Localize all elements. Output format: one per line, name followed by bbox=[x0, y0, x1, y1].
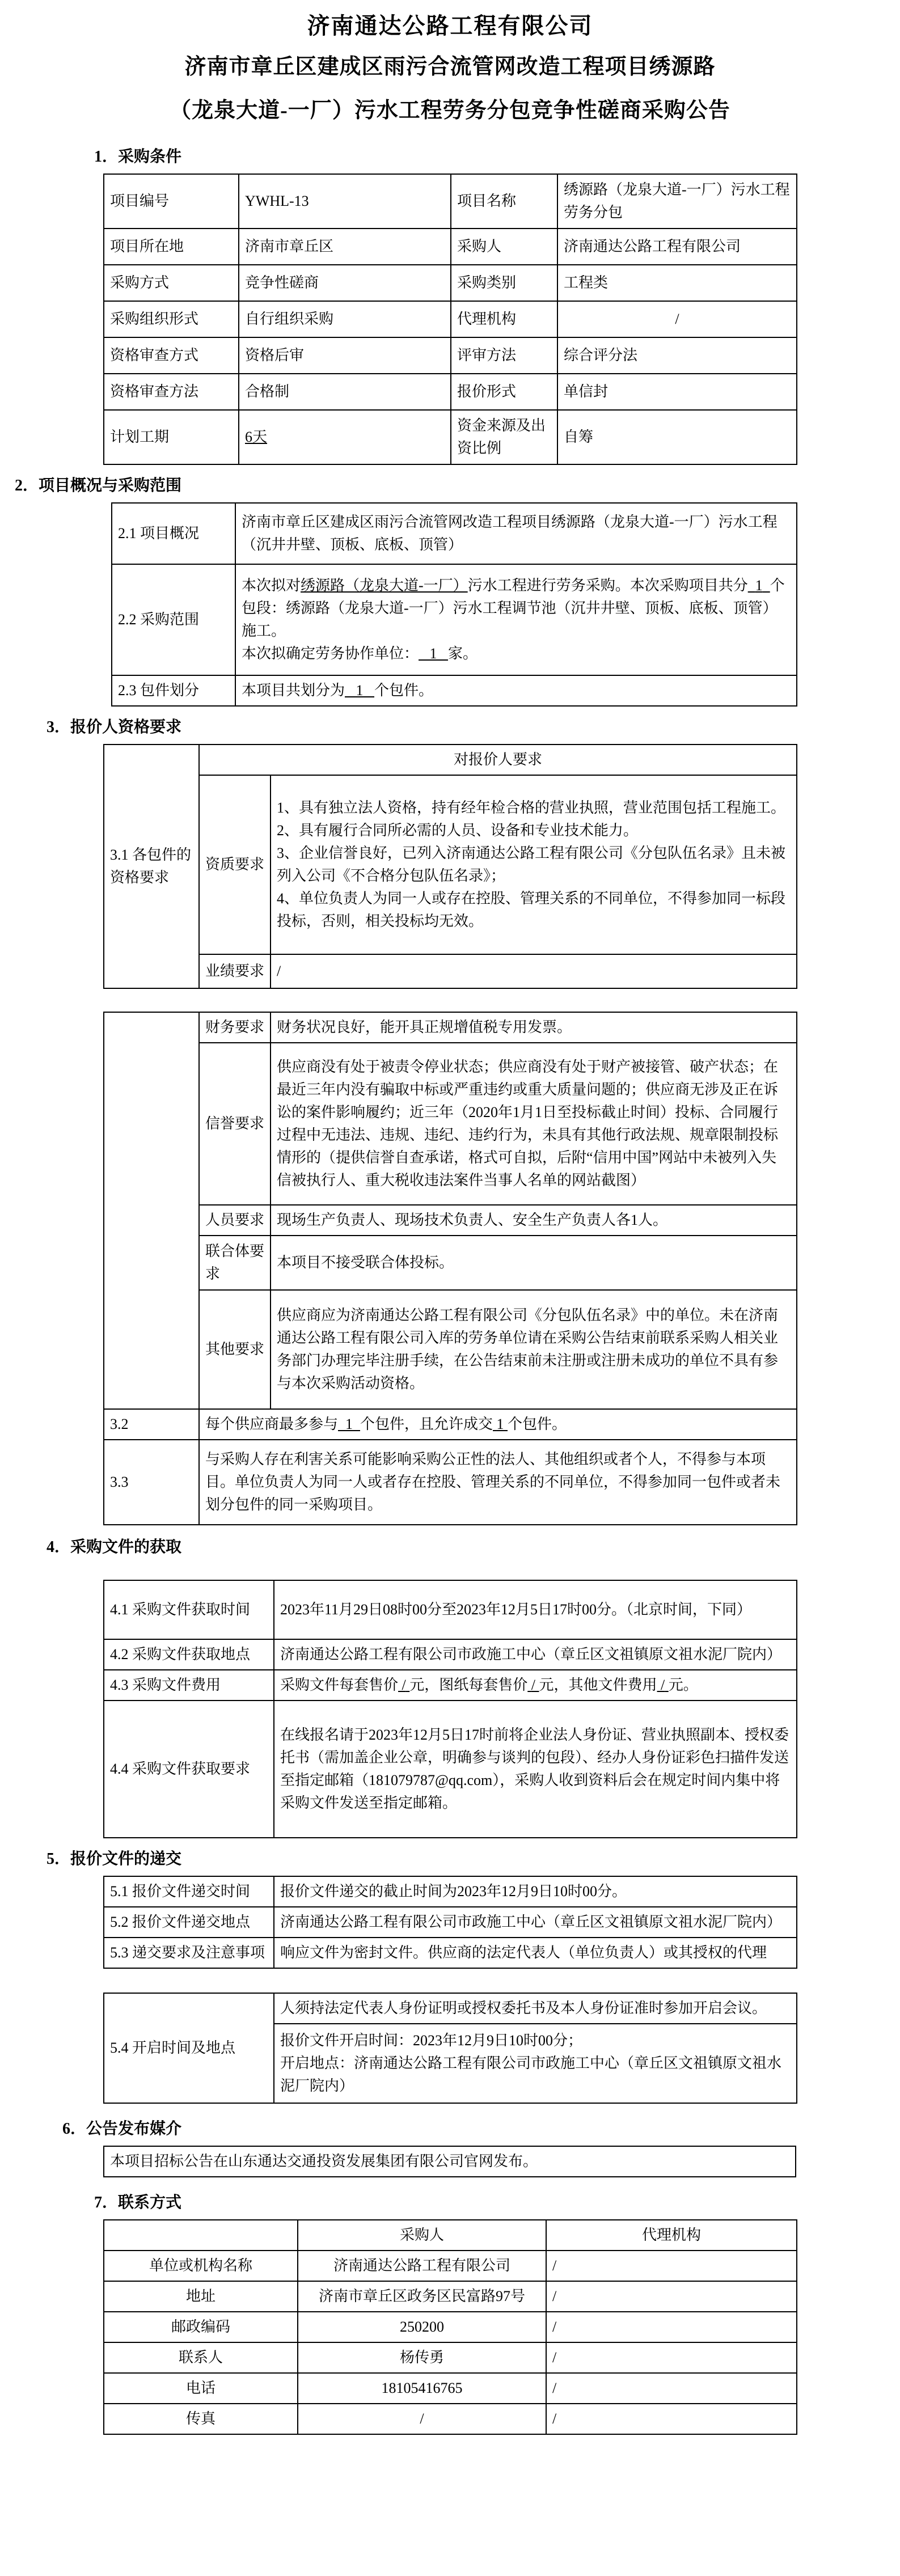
cell-value: 18105416765 bbox=[298, 2373, 546, 2404]
cell-label: 地址 bbox=[104, 2281, 298, 2312]
table-row bbox=[104, 1993, 797, 2024]
cell-value: 济南通达公路工程有限公司 bbox=[557, 229, 797, 265]
documents-table bbox=[103, 1580, 797, 1838]
table-row bbox=[104, 1876, 797, 1907]
requirements-header: 对报价人要求 bbox=[199, 745, 797, 775]
cell-value: / bbox=[546, 2281, 797, 2312]
cell-value: 采购文件每套售价 / 元，图纸每套售价 / 元，其他文件费用 / 元。 bbox=[274, 1670, 797, 1701]
table-row bbox=[104, 374, 797, 410]
cell-value: 本项目招标公告在山东通达交通投资发展集团有限公司官网发布。 bbox=[104, 2146, 796, 2177]
section-2-heading: 2．项目概况与采购范围 bbox=[14, 477, 181, 494]
cell-value bbox=[274, 2024, 797, 2103]
cell-value: 济南市章丘区政务区民富路97号 bbox=[298, 2281, 546, 2312]
cell-label: 代理机构 bbox=[451, 301, 557, 337]
cell-label: 5.1 报价文件递交时间 bbox=[104, 1876, 274, 1907]
section-1-heading: 1．采购条件 bbox=[94, 148, 181, 166]
cell-label: 电话 bbox=[104, 2373, 298, 2404]
table-row bbox=[104, 1012, 797, 1043]
cell-label: 信誉要求 bbox=[199, 1043, 271, 1205]
media-table bbox=[103, 2146, 796, 2177]
cell-value: 财务状况良好，能开具正规增值税专用发票。 bbox=[271, 1012, 797, 1043]
table-row bbox=[104, 174, 797, 229]
table-row bbox=[104, 745, 797, 775]
cell-value: 单信封 bbox=[557, 374, 797, 410]
notice-header bbox=[0, 8, 900, 132]
cell-label: 5.2 报价文件递交地点 bbox=[104, 1907, 274, 1938]
table-row bbox=[104, 229, 797, 265]
cell-value: 资格后审 bbox=[239, 337, 451, 374]
cell-label: 采购方式 bbox=[104, 265, 239, 301]
table-row bbox=[104, 1639, 797, 1670]
cell-label: 报价形式 bbox=[451, 374, 557, 410]
cell-label: 4.1 采购文件获取时间 bbox=[104, 1580, 274, 1639]
column-header: 采购人 bbox=[298, 2220, 546, 2251]
cell-value: 报价文件递交的截止时间为2023年12月9日10时00分。 bbox=[274, 1876, 797, 1907]
cell-value: 与采购人存在利害关系可能影响采购公正性的法人、其他组织或者个人，不得参与本项目。单位负责人为同一人或者存在控股、管理关系的不同单位，不得参加同一包件或者未划分包件的同一采购项目。 bbox=[199, 1440, 797, 1525]
opening-place: 开启地点：济南通达公路工程有限公司市政施工中心（章丘区文祖镇原文祖水泥厂院内） bbox=[280, 2055, 782, 2094]
section-7-heading: 7．联系方式 bbox=[94, 2194, 181, 2211]
table-row bbox=[104, 301, 797, 337]
cell-value: 响应文件为密封文件。供应商的法定代表人（单位负责人）或其授权的代理 bbox=[274, 1938, 797, 1968]
list-item: 1、具有独立法人资格，持有经年检合格的营业执照，营业范围包括工程施工。 bbox=[277, 800, 786, 816]
cell-value: 济南通达公路工程有限公司市政施工中心（章丘区文祖镇原文祖水泥厂院内） bbox=[274, 1907, 797, 1938]
table-row bbox=[104, 1440, 797, 1525]
cell-label: 邮政编码 bbox=[104, 2312, 298, 2342]
table-row bbox=[104, 1580, 797, 1639]
cell-value: YWHL-13 bbox=[239, 174, 451, 229]
table-row bbox=[112, 503, 797, 564]
cell-label: 4.3 采购文件费用 bbox=[104, 1670, 274, 1701]
cell-value: / bbox=[546, 2312, 797, 2342]
cell-value: / bbox=[546, 2342, 797, 2373]
cell-value: 济南市章丘区 bbox=[239, 229, 451, 265]
cell-value: 6天 bbox=[239, 410, 451, 464]
cell-label: 采购组织形式 bbox=[104, 301, 239, 337]
table-row bbox=[104, 954, 797, 988]
cell-label: 项目名称 bbox=[451, 174, 557, 229]
cell-label: 采购类别 bbox=[451, 265, 557, 301]
qualification-table-part2 bbox=[103, 1012, 797, 1525]
cell-value: 综合评分法 bbox=[557, 337, 797, 374]
cell-label: 2.3 包件划分 bbox=[112, 675, 235, 706]
table-row bbox=[104, 2281, 797, 2312]
cell-value: 供应商没有处于被责令停业状态；供应商没有处于财产被接管、破产状态；在最近三年内没有骗取中标或严重违约或重大质量问题的；供应商无涉及正在诉讼的案件影响履约；近三年（2020年1月1日至投标截止时间）投标、合同履行过程中无违法、违规、违纪、违约行为，未具有其他行政法规、规章限制投标情形的（提供信誉自查承诺，格式可自拟，后附“信用中国”网站中未被列入失信被执行人、重大税收违法案件当事人名单的网站截图） bbox=[271, 1043, 797, 1205]
cell-label: 资质要求 bbox=[199, 775, 271, 954]
cell-value: 竞争性磋商 bbox=[239, 265, 451, 301]
section-3-heading: 3．报价人资格要求 bbox=[46, 718, 181, 736]
cell-label: 4.2 采购文件获取地点 bbox=[104, 1639, 274, 1670]
cell-label: 3.1 各包件的资格要求 bbox=[104, 745, 199, 988]
cell-value: / bbox=[546, 2251, 797, 2281]
cell-value: 供应商应为济南通达公路工程有限公司《分包队伍名录》中的单位。未在济南通达公路工程有限公司入库的劳务单位请在采购公告结束前联系采购人相关业务部门办理完毕注册手续，在公告结束前未注册或注册未成功的单位不具有参与本次采购活动资格。 bbox=[271, 1290, 797, 1409]
cell-label: 采购人 bbox=[451, 229, 557, 265]
cell-label: 资格审查方法 bbox=[104, 374, 239, 410]
table-row bbox=[104, 1701, 797, 1838]
cell-value: 工程类 bbox=[557, 265, 797, 301]
cell-value: 绣源路（龙泉大道-一厂）污水工程劳务分包 bbox=[557, 174, 797, 229]
submission-table-part2 bbox=[103, 1993, 797, 2104]
table-row bbox=[104, 2373, 797, 2404]
table-row bbox=[104, 2251, 797, 2281]
table-row bbox=[104, 2342, 797, 2373]
cell-value: / bbox=[298, 2404, 546, 2434]
cell-value: 济南通达公路工程有限公司 bbox=[298, 2251, 546, 2281]
table-row bbox=[104, 1670, 797, 1701]
cell-label: 2.2 采购范围 bbox=[112, 564, 235, 675]
column-header: 代理机构 bbox=[546, 2220, 797, 2251]
cell-label: 5.4 开启时间及地点 bbox=[104, 1993, 274, 2103]
notice-title-line2: （龙泉大道-一厂）污水工程劳务分包竞争性磋商采购公告 bbox=[170, 99, 730, 122]
cell-value: / bbox=[557, 301, 797, 337]
cell-value: 在线报名请于2023年12月5日17时前将企业法人身份证、营业执照副本、授权委托书（需加盖企业公章，明确参与谈判的包段）、经办人身份证彩色扫描件发送至指定邮箱（181079787@qq.com），采购人收到资料后会在规定时间内集中将采购文件发送至指定邮箱。 bbox=[274, 1701, 797, 1838]
cell-label: 财务要求 bbox=[199, 1012, 271, 1043]
cell-label: 2.1 项目概况 bbox=[112, 503, 235, 564]
cell-label: 3.3 bbox=[104, 1440, 199, 1525]
table-row bbox=[104, 775, 797, 954]
table-row bbox=[104, 410, 797, 464]
company-name: 济南通达公路工程有限公司 bbox=[307, 13, 593, 39]
submission-table-part1 bbox=[103, 1876, 797, 1969]
cell-value: 本项目不接受联合体投标。 bbox=[271, 1236, 797, 1290]
table-row bbox=[104, 2220, 797, 2251]
section-6-heading: 6．公告发布媒介 bbox=[62, 2120, 181, 2138]
cell-value: 自筹 bbox=[557, 410, 797, 464]
cell-value: / bbox=[271, 954, 797, 988]
list-item: 4、单位负责人为同一人或存在控股、管理关系的不同单位，不得参加同一标段投标，否则，相关投标均无效。 bbox=[277, 890, 786, 929]
table-row bbox=[112, 675, 797, 706]
list-item: 3、企业信誉良好，已列入济南通达公路工程有限公司《分包队伍名录》且未被列入公司《不合格分包队伍名录》； bbox=[277, 845, 786, 884]
table-row bbox=[104, 265, 797, 301]
list-item: 2、具有履行合同所必需的人员、设备和专业技术能力。 bbox=[277, 822, 639, 839]
table-row bbox=[104, 2146, 796, 2177]
table-row bbox=[104, 2312, 797, 2342]
cell-value: 济南市章丘区建成区雨污合流管网改造工程项目绣源路（龙泉大道-一厂）污水工程（沉井井壁、顶板、底板、顶管） bbox=[235, 503, 797, 564]
cell-label: 4.4 采购文件获取要求 bbox=[104, 1701, 274, 1838]
notice-title-line1: 济南市章丘区建成区雨污合流管网改造工程项目绣源路 bbox=[184, 55, 716, 79]
cell-label: 其他要求 bbox=[199, 1290, 271, 1409]
cell-value: 每个供应商最多参与 1 个包件，且允许成交 1 个包件。 bbox=[199, 1409, 797, 1440]
cell-label: 项目所在地 bbox=[104, 229, 239, 265]
cell-label: 单位或机构名称 bbox=[104, 2251, 298, 2281]
cell-label: 联系人 bbox=[104, 2342, 298, 2373]
procurement-conditions-table bbox=[103, 174, 797, 465]
cell-spacer bbox=[104, 1012, 199, 1409]
cell-label: 评审方法 bbox=[451, 337, 557, 374]
cell-label: 5.3 递交要求及注意事项 bbox=[104, 1938, 274, 1968]
table-row bbox=[104, 1236, 797, 1290]
section-5-heading: 5．报价文件的递交 bbox=[46, 1850, 181, 1868]
project-overview-table bbox=[111, 502, 797, 707]
table-row bbox=[104, 1907, 797, 1938]
cell-value: 自行组织采购 bbox=[239, 301, 451, 337]
cell-value: 杨传勇 bbox=[298, 2342, 546, 2373]
qualification-items bbox=[271, 775, 797, 954]
section-4-heading: 4．采购文件的获取 bbox=[46, 1538, 181, 1556]
table-row bbox=[104, 1043, 797, 1205]
cell-label: 资金来源及出资比例 bbox=[451, 410, 557, 464]
cell-value: 本项目共划分为 1 个包件。 bbox=[235, 675, 797, 706]
cell-value: / bbox=[546, 2373, 797, 2404]
cell-value: 济南通达公路工程有限公司市政施工中心（章丘区文祖镇原文祖水泥厂院内） bbox=[274, 1639, 797, 1670]
cell-label: 3.2 bbox=[104, 1409, 199, 1440]
cell-label: 传真 bbox=[104, 2404, 298, 2434]
contact-table bbox=[103, 2219, 797, 2435]
table-row bbox=[104, 337, 797, 374]
table-row bbox=[104, 1290, 797, 1409]
table-row bbox=[104, 2404, 797, 2434]
table-row bbox=[104, 1409, 797, 1440]
table-row bbox=[104, 1205, 797, 1236]
procurement-scope: 本次拟对绣源路（龙泉大道-一厂）污水工程进行劳务采购。本次采购项目共分 1 个包段：绣源路（龙泉大道-一厂）污水工程调节池（沉井井壁、顶板、底板、顶管）施工。 本次拟确定劳务协作单位： 1 家。 bbox=[235, 564, 797, 675]
cell-value: 2023年11月29日08时00分至2023年12月5日17时00分。（北京时间，下同） bbox=[274, 1580, 797, 1639]
cell-spacer bbox=[104, 2220, 298, 2251]
qualification-table-part1 bbox=[103, 744, 797, 989]
opening-time: 报价文件开启时间：2023年12月9日10时00分； bbox=[280, 2032, 583, 2049]
cell-label: 人员要求 bbox=[199, 1205, 271, 1236]
cell-value: 合格制 bbox=[239, 374, 451, 410]
cell-value: 人须持法定代表人身份证明或授权委托书及本人身份证准时参加开启会议。 bbox=[274, 1993, 797, 2024]
cell-value: 250200 bbox=[298, 2312, 546, 2342]
table-row bbox=[104, 1938, 797, 1968]
cell-value: / bbox=[546, 2404, 797, 2434]
cell-label: 项目编号 bbox=[104, 174, 239, 229]
cell-value: 现场生产负责人、现场技术负责人、安全生产负责人各1人。 bbox=[271, 1205, 797, 1236]
cell-label: 联合体要求 bbox=[199, 1236, 271, 1290]
cell-label: 资格审查方式 bbox=[104, 337, 239, 374]
table-row bbox=[112, 564, 797, 675]
cell-label: 业绩要求 bbox=[199, 954, 271, 988]
cell-label: 计划工期 bbox=[104, 410, 239, 464]
